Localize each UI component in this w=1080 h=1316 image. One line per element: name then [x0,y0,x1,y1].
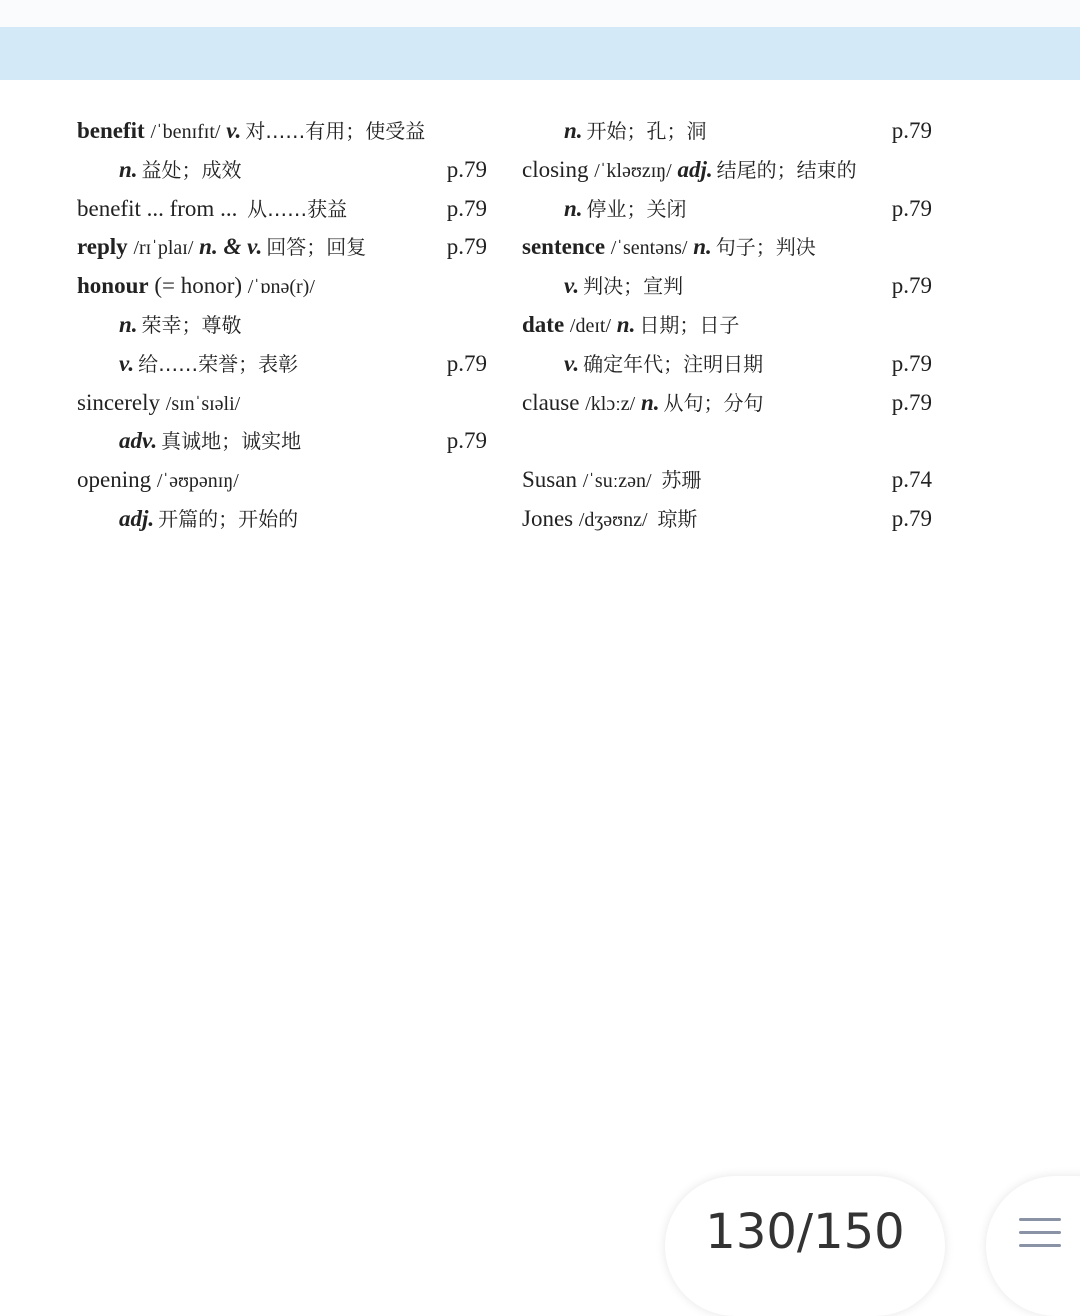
chinese-meaning: 荣幸；尊敬 [141,312,242,337]
phonetic: /ˈsentəns/ [610,237,688,260]
vocab-row [77,422,487,461]
chinese-meaning: 结尾的；结束的 [716,157,857,182]
page-ref: p.79 [891,273,932,299]
part-of-speech: v. [564,273,580,299]
vocab-row [522,190,932,229]
vocab-row [522,151,932,190]
part-of-speech: n. [564,118,583,143]
part-of-speech: n. [693,234,712,260]
chinese-meaning: 从……获益 [247,196,348,221]
headword: reply [77,234,128,260]
part-of-speech: adv. [119,428,158,454]
status-strip [0,0,1080,27]
page-ref: p.79 [891,350,932,376]
phonetic: /sɪnˈsɪəli/ [165,392,241,415]
vocab-row [77,112,487,151]
entry-text: Susan [522,467,577,493]
chinese-meaning: 对……有用；使受益 [245,119,426,143]
page-ref: p.79 [891,389,932,415]
part-of-speech: n. [119,311,138,337]
vocab-row [77,151,487,190]
headword: sentence [522,234,606,260]
entry-text: (= honor) [154,273,243,299]
vocab-row [77,306,487,345]
part-of-speech: adj. [677,156,713,182]
chinese-meaning: 开篇的；开始的 [158,506,299,531]
chinese-meaning: 益处；成效 [141,157,242,182]
chinese-meaning: 句子；判决 [715,235,816,260]
menu-icon [1019,1218,1061,1257]
page-ref: p.79 [446,350,487,376]
page-counter[interactable] [665,1176,945,1316]
phonetic: /dʒəʊnz/ [578,508,648,531]
part-of-speech: n. & v. [199,234,263,260]
vocab-row [522,345,932,384]
phonetic: /ˈkləʊzɪŋ/ [594,159,672,182]
page-ref: p.79 [891,118,932,143]
entry-text: sincerely [77,389,161,415]
vocab-row [522,384,932,423]
chinese-meaning: 开始；孔；洞 [586,119,707,143]
vocab-row [522,500,932,539]
chinese-meaning: 日期；日子 [639,312,740,337]
entry-text: opening [77,467,152,493]
vocab-row [77,228,487,267]
phonetic: /ˈsuːzən/ [582,470,652,493]
part-of-speech: adj. [119,505,155,531]
headword: honour [77,273,149,299]
vocab-row [77,384,487,423]
part-of-speech: n. [640,389,660,415]
phonetic: /klɔːz/ [585,392,636,415]
page-counter-text: 130/150 [705,1204,905,1260]
entry-text: clause [522,389,580,415]
phonetic: /deɪt/ [569,314,612,337]
vocab-row [522,267,932,306]
chinese-meaning: 苏珊 [661,468,702,493]
chinese-meaning: 给……荣誉；表彰 [138,351,299,376]
page-ref: p.79 [891,195,932,221]
part-of-speech: n. [564,195,583,221]
page-ref: p.79 [446,195,487,221]
vocab-row [522,461,932,500]
part-of-speech: v. [564,350,580,376]
entry-text: benefit ... from ... [77,195,238,221]
phonetic: /ˈɒnə(r)/ [247,276,315,299]
page-ref: p.79 [891,505,932,531]
vocab-row [77,500,487,539]
part-of-speech: v. [119,350,135,376]
vocab-row [522,228,932,267]
chinese-meaning: 停业；关闭 [586,196,687,221]
vocab-column-right [522,112,932,539]
part-of-speech: n. [119,156,138,182]
vocab-row [77,345,487,384]
vocab-row [77,190,487,229]
spacer-row [522,422,932,461]
phonetic: /ˈəʊpənɪŋ/ [156,470,239,493]
vocab-column-left [77,112,487,539]
part-of-speech: v. [226,118,242,143]
page-ref: p.79 [446,234,487,260]
phonetic: /ˈbenɪfɪt/ [150,121,221,143]
page-ref: p.79 [446,428,487,454]
entry-text: closing [522,156,589,182]
phonetic: /rɪˈplaɪ/ [133,237,194,260]
chinese-meaning: 确定年代；注明日期 [583,351,764,376]
headword: date [522,311,565,337]
chinese-meaning: 从句；分句 [663,390,764,415]
chinese-meaning: 判决；宣判 [583,274,684,299]
vocab-row [522,112,932,151]
page-ref: p.79 [446,156,487,182]
top-banner [0,27,1080,80]
vocab-row [77,267,487,306]
chinese-meaning: 琼斯 [657,506,698,531]
chinese-meaning: 回答；回复 [266,235,367,260]
entry-text: Jones [522,505,574,531]
page-ref: p.74 [891,467,932,493]
chinese-meaning: 真诚地；诚实地 [161,429,302,454]
vocab-row [77,461,487,500]
menu-button[interactable] [986,1176,1080,1316]
part-of-speech: n. [616,311,636,337]
headword: benefit [77,118,145,143]
vocab-row [522,306,932,345]
